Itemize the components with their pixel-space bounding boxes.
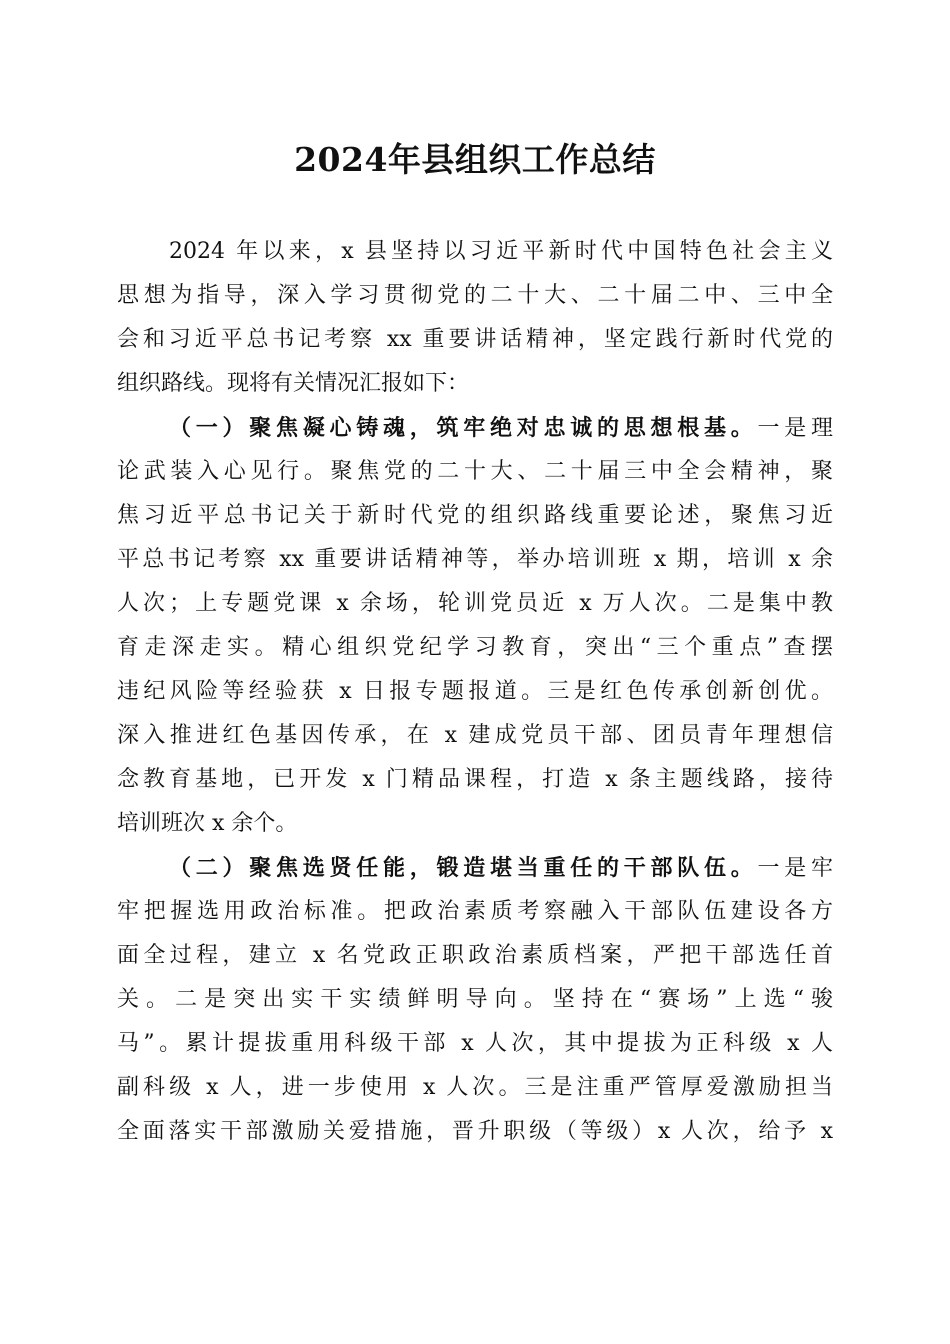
paragraph-section-1 <box>117 406 833 846</box>
text-line: 念教育基地，已开发 x 门精品课程，打造 x 条主题线路，接待 <box>117 767 833 792</box>
text-line: 关。二是突出实干实绩鲜明导向。坚持在“赛场”上选“骏 <box>117 987 833 1012</box>
text-line: 论武装入心见行。聚焦党的二十大、二十届三中全会精神，聚 <box>117 459 833 484</box>
section-heading: （二）聚焦选贤任能，锻造堪当重任的干部队伍。 <box>169 855 758 881</box>
text-line: 思想为指导，深入学习贯彻党的二十大、二十届二中、三中全 <box>117 283 833 308</box>
document-body <box>117 230 833 1154</box>
text-line: 平总书记考察 xx 重要讲话精神等，举办培训班 x 期，培训 x 余 <box>117 547 833 572</box>
text-line: 马”。累计提拔重用科级干部 x 人次，其中提拔为正科级 x 人 <box>117 1031 833 1056</box>
paragraph-section-2 <box>117 846 833 1154</box>
text-line: 会和习近平总书记考察 xx 重要讲话精神，坚定践行新时代党的 <box>117 327 833 352</box>
text-run: 一是理 <box>757 416 833 441</box>
text-line: 全面落实干部激励关爱措施，晋升职级（等级）x 人次，给予 x <box>117 1119 833 1144</box>
section-heading: （一）聚焦凝心铸魂，筑牢绝对忠诚的思想根基。 <box>169 415 758 441</box>
text-line: 育走深走实。精心组织党纪学习教育，突出“三个重点”查摆 <box>117 635 833 660</box>
text-line: 组织路线。现将有关情况汇报如下： <box>117 371 470 396</box>
text-line: 焦习近平总书记关于新时代党的组织路线重要论述，聚焦习近 <box>117 503 833 528</box>
text-line: 深入推进红色基因传承，在 x 建成党员干部、团员青年理想信 <box>117 723 833 748</box>
text-line <box>117 406 833 450</box>
text-line: 培训班次 x 余个。 <box>117 811 298 836</box>
document-title: 2024年县组织工作总结 <box>294 140 656 179</box>
text-line: 违纪风险等经验获 x 日报专题报道。三是红色传承创新创优。 <box>117 679 833 704</box>
paragraph-intro <box>117 230 833 406</box>
text-run: 一是牢 <box>757 856 833 881</box>
text-line: 人次；上专题党课 x 余场，轮训党员近 x 万人次。二是集中教 <box>117 591 833 616</box>
text-line: 面全过程，建立 x 名党政正职政治素质档案，严把干部选任首 <box>117 943 833 968</box>
text-line <box>117 846 833 890</box>
text-line: 2024 年以来，x 县坚持以习近平新时代中国特色社会主义 <box>169 239 833 264</box>
text-line: 副科级 x 人，进一步使用 x 人次。三是注重严管厚爱激励担当 <box>117 1075 833 1100</box>
text-line: 牢把握选用政治标准。把政治素质考察融入干部队伍建设各方 <box>117 899 833 924</box>
